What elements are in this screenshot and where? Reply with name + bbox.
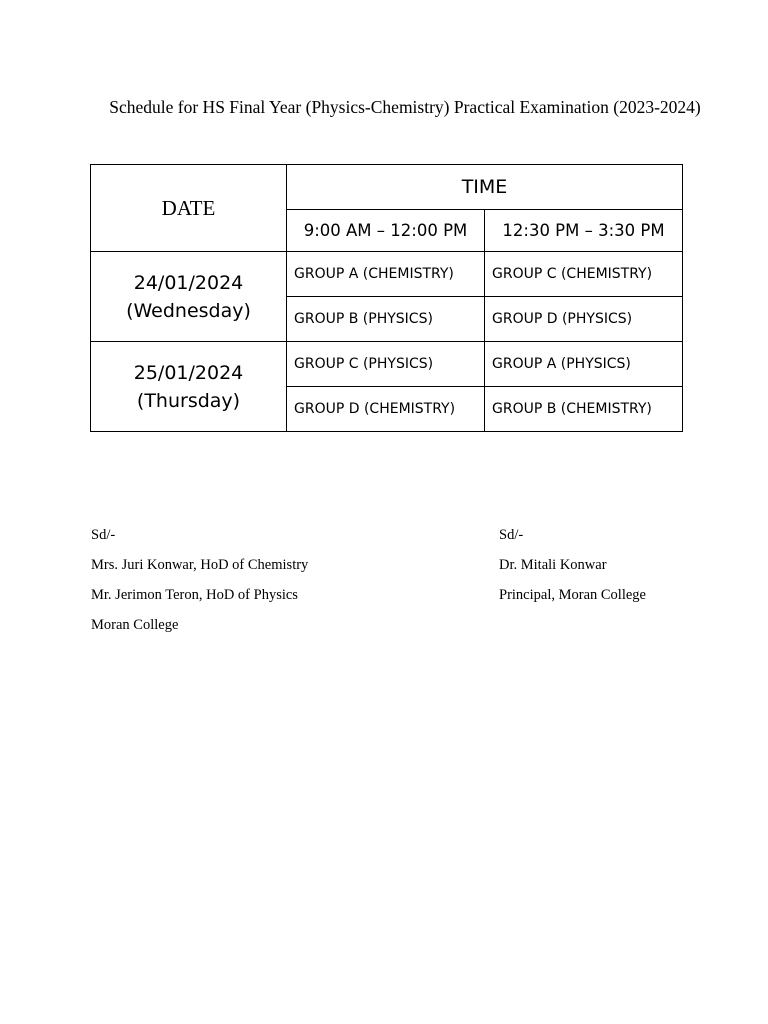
slot-header-afternoon: 12:30 PM – 3:30 PM xyxy=(485,210,683,252)
table-row xyxy=(91,252,683,297)
day-value: (Wednesday) xyxy=(126,299,251,322)
table-row xyxy=(91,342,683,387)
signature-block-hods xyxy=(91,520,308,640)
date-cell xyxy=(91,342,287,432)
signature-block-principal xyxy=(499,520,646,610)
signature-sd: Sd/- xyxy=(91,527,116,543)
group-cell: GROUP C (CHEMISTRY) xyxy=(485,252,683,297)
schedule-table xyxy=(90,164,683,432)
date-column-header: DATE xyxy=(91,165,287,252)
group-cell: GROUP A (PHYSICS) xyxy=(485,342,683,387)
group-cell: GROUP D (CHEMISTRY) xyxy=(287,387,485,432)
slot-header-morning: 9:00 AM – 12:00 PM xyxy=(287,210,485,252)
signatory-principal-title: Principal, Moran College xyxy=(499,587,646,603)
group-cell: GROUP D (PHYSICS) xyxy=(485,297,683,342)
group-cell: GROUP A (CHEMISTRY) xyxy=(287,252,485,297)
date-cell xyxy=(91,252,287,342)
group-cell: GROUP C (PHYSICS) xyxy=(287,342,485,387)
date-value: 25/01/2024 xyxy=(133,361,244,384)
time-column-header: TIME xyxy=(287,165,683,210)
group-cell: GROUP B (PHYSICS) xyxy=(287,297,485,342)
header-row xyxy=(91,165,683,210)
signatory-principal-name: Dr. Mitali Konwar xyxy=(499,557,607,573)
signatory-physics-hod: Mr. Jerimon Teron, HoD of Physics xyxy=(91,587,298,603)
signature-sd: Sd/- xyxy=(499,527,524,543)
signatory-institution: Moran College xyxy=(91,617,179,633)
document-title: Schedule for HS Final Year (Physics-Chemistry) Practical Examination (2023-2024) xyxy=(109,97,701,117)
day-value: (Thursday) xyxy=(136,389,241,412)
signatory-chemistry-hod: Mrs. Juri Konwar, HoD of Chemistry xyxy=(91,557,309,573)
date-value: 24/01/2024 xyxy=(133,271,244,294)
group-cell: GROUP B (CHEMISTRY) xyxy=(485,387,683,432)
